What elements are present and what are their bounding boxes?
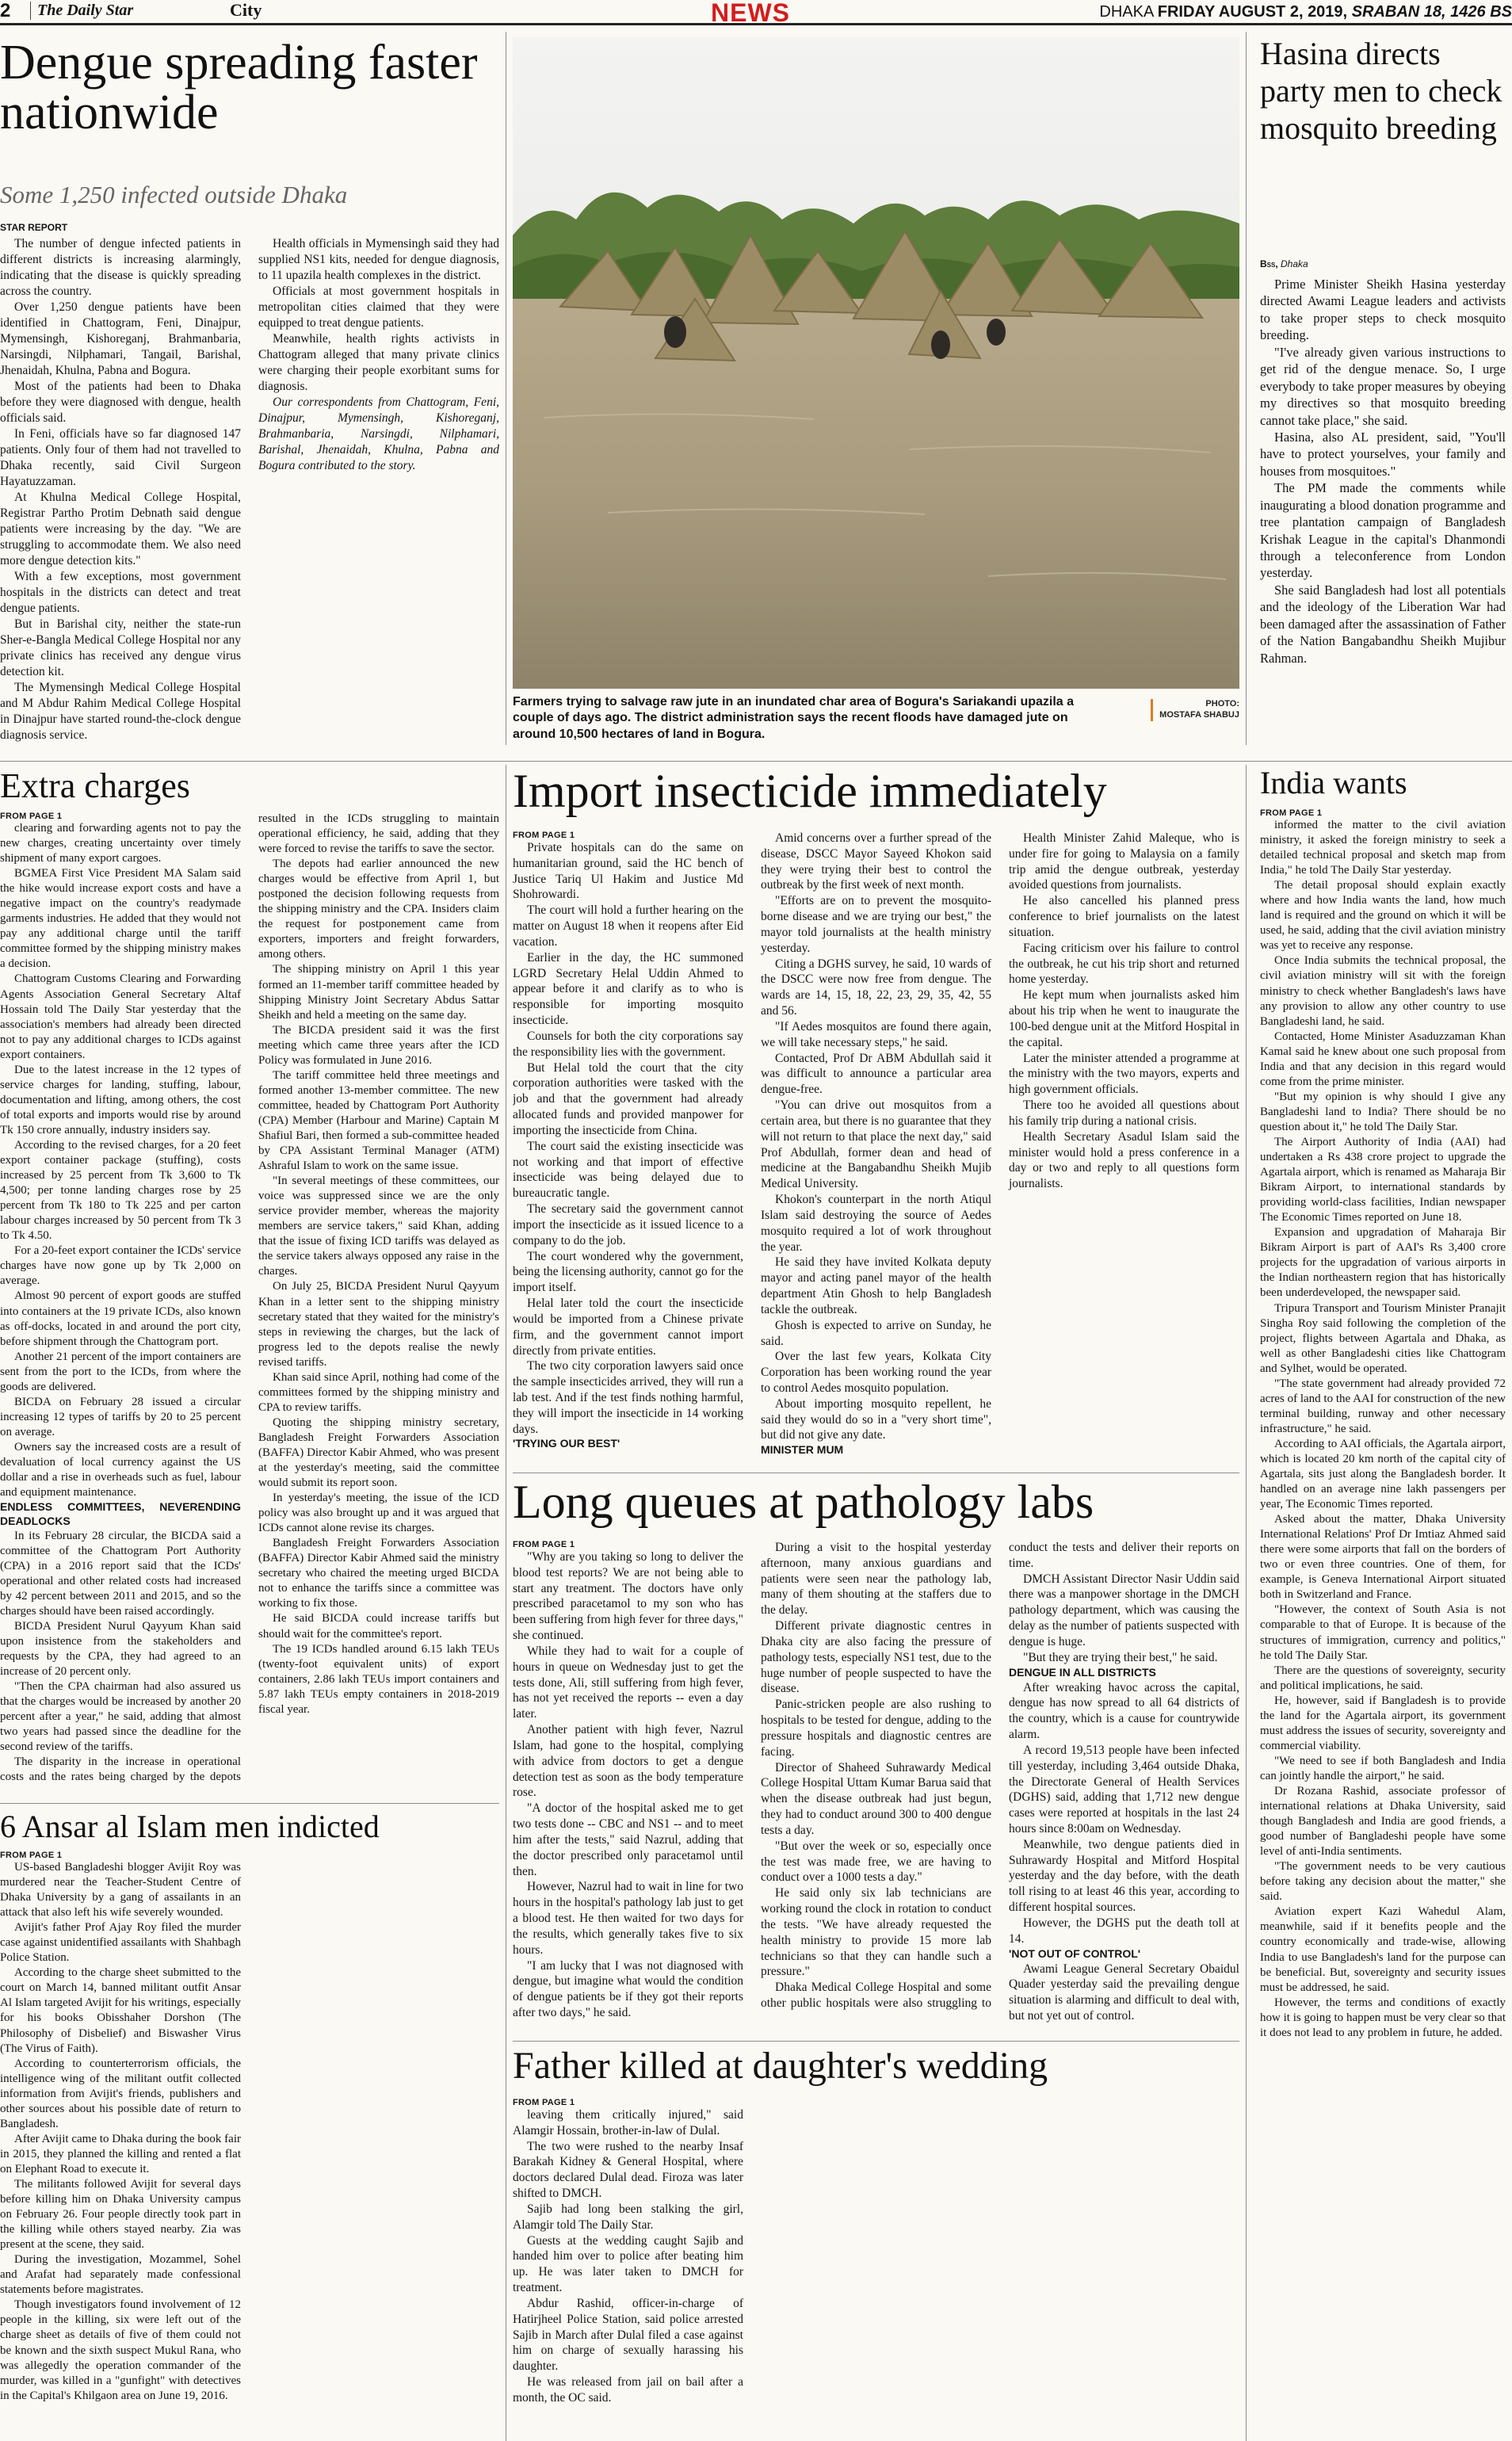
story-paragraph: "Efforts are on to prevent the mosquito-borne disease and we are trying our best," the mayor told journalists at the health ministry yesterday. <box>761 894 991 955</box>
story-paragraph: Guests at the wedding caught Sajib and handed him over to police after beating him up. He was later taken to DMCH for treatment. <box>513 2233 743 2295</box>
story-paragraph: Expansion and upgradation of Maharaja Bir Bikram Airport is part of AAI's Rs 3,400 crore projects for the upgradation of various airports in the Indian northeastern region that has historically been underdeveloped, the newspaper said. <box>1260 1226 1506 1300</box>
story-paragraph: According to counterterrorism officials, the intelligence wing of the militant outfit collected information from Avijit's friends, publishers and other sources about his possible date of return to Bangladesh. <box>0 2057 241 2130</box>
story-paragraph: leaving them critically injured," said Alamgir Hossain, brother-in-law of Dulal. <box>513 2108 743 2137</box>
ansar-body <box>0 1851 499 2441</box>
story-paragraph: Officials at most government hospitals in metropolitan cities claimed that they were equipped to treat dengue patients. <box>258 284 499 330</box>
story-paragraph: informed the matter to the civil aviation ministry, it asked the foreign ministry to seek a detailed technical proposal and sketch map from India," he told The Daily Star yesterday. <box>1260 819 1506 877</box>
story-paragraph: Over 1,250 dengue patients have been identified in Chattogram, Feni, Dinajpur, Mymensingh, Kishoreganj, Brahmanbaria, Narsingdi, Nilphamari, Tangail, Barishal, Jhenaidah, Khulna, Pabna and Bogura. <box>0 300 241 377</box>
extra-charges-story <box>0 766 499 1795</box>
import-insecticide-story <box>513 767 1239 1465</box>
import-headline: Import insecticide immediately <box>513 765 1107 817</box>
story-paragraph: However, Nazrul had to wait in line for two hours in the hospital's pathology lab just to get a blood test. He then waited for two days for the results, which generally takes five to six hours. <box>513 1880 743 1957</box>
section-rule <box>513 2041 1239 2042</box>
story-paragraph: "The state government had already provided 72 acres of land to the AAI for construction of the new terminal building, runway and other necessary infrastructure," he said. <box>1260 1377 1506 1435</box>
story-paragraph: "The government needs to be very cautious before taking any decision about the matter," she said. <box>1260 1860 1506 1904</box>
story-paragraph: Tripura Transport and Tourism Minister Pranajit Singha Roy said following the completion of the project, flights between Agartala and Dhaka, as well as other Bangladeshi cities like Chattogram and Sylhet, would be operated. <box>1260 1301 1506 1375</box>
story-paragraph: Prime Minister Sheikh Hasina yesterday directed Awami League leaders and activists to take proper steps to check mosquito breeding. <box>1260 277 1506 343</box>
section-label: City <box>230 0 262 20</box>
story-paragraph: But Helal told the court that the city corporation authorities were tasked with the job and that the government had already allocated funds and provided manpower for importing the insecticide from China. <box>513 1060 743 1137</box>
story-subhead: 'TRYING OUR BEST' <box>513 1437 620 1450</box>
story-paragraph: The shipping ministry on April 1 this year formed an 11-member tariff committee headed by Shipping Ministry Joint Secretary Abdus Sattar Sheikh and held a meeting on the same day. <box>258 963 499 1022</box>
story-paragraph: Chattogram Customs Clearing and Forwarding Agents Association General Secretary Altaf Hossain told The Daily Star yesterday that the association's members had already been directed not to pay any additional charges to ICDs against export containers. <box>0 972 241 1061</box>
story-paragraph: "In several meetings of these committees, our voice was suppressed since we are the only service provider member, whereas the majority members are service takers," said Khan, adding that the issue of fixing ICD tariffs was delayed as the service takers always opposed any raise in the charges. <box>258 1175 499 1278</box>
story-paragraph: About importing mosquito repellent, he said they would do so in a "very short time", but did not give any date. <box>761 1396 991 1442</box>
story-paragraph: He said BICDA could increase tariffs but should wait for the committee's report. <box>258 1612 499 1641</box>
story-paragraph: After Avijit came to Dhaka during the book fair in 2015, they planned the killing and rented a flat on Elephant Road to execute it. <box>0 2132 241 2176</box>
import-from-page: FROM PAGE 1 <box>513 831 575 840</box>
india-headline: India wants <box>1260 765 1407 800</box>
father-body <box>513 2098 1239 2439</box>
story-paragraph: During a visit to the hospital yesterday afternoon, many anxious guardians and patients were seen near the pathology lab, many of them shouting at the staffers due to the delay. <box>761 1541 991 1618</box>
story-subhead: MINISTER MUM <box>761 1443 844 1457</box>
father-headline: Father killed at daughter's wedding <box>513 2045 1048 2087</box>
story-paragraph: "We need to see if both Bangladesh and India can jointly handle the airport," he said. <box>1260 1754 1506 1782</box>
story-paragraph: The Mymensingh Medical College Hospital and M Abdur Rahim Medical College Hospital in Dinajpur have started round-the-clock dengue diagnosis service. <box>0 680 241 742</box>
story-paragraph: Earlier in the day, the HC summoned LGRD Secretary Helal Uddin Ahmed to appear before it and clarify as to who is responsible for importing mosquito insecticide. <box>513 950 743 1028</box>
story-paragraph: Facing criticism over his failure to control the outbreak, he cut his trip short and returned home yesterday. <box>1009 941 1239 987</box>
dateline: DHAKA FRIDAY AUGUST 2, 2019, SRABAN 18, 1426 BS <box>1099 3 1512 21</box>
story-subhead: 'NOT OUT OF CONTROL' <box>1009 1946 1141 1960</box>
story-paragraph: The BICDA president said it was the first meeting which came three years after the ICD Policy was formulated in June 2016. <box>258 1023 499 1067</box>
story-paragraph: The tariff committee held three meetings and formed another 13-member committee. The new committee, headed by Chattogram Port Authority (CPA) Member (Harbour and Marine) Captain M Shafiul Bari, then formed a sub-committee headed by CPA Assistant Terminal Manager (ATM) Ashraful Islam to work on the same issue. <box>258 1068 499 1173</box>
extra-from-page: FROM PAGE 1 <box>0 812 63 821</box>
masthead <box>0 0 1512 25</box>
queues-headline: Long queues at pathology labs <box>513 1476 1094 1528</box>
column-rule <box>1246 32 1247 745</box>
story-paragraph: But in Barishal city, neither the state-run Sher-e-Bangla Medical College Hospital nor any private clinics has received any dengue virus detection kit. <box>0 617 241 678</box>
story-paragraph: "You can drive out mosquitos from a certain area, but there is no guarantee that they will not return to that place the next day," said Prof Abdullah, former dean and head of medicine at the Bangabandhu Sheikh Mujib Medical University. <box>761 1098 991 1191</box>
story-paragraph: Aviation expert Kazi Wahedul Alam, meanwhile, said if it benefits people and the country economically and trade-wise, allowing India to use Bangladesh's land for the purpose can be beneficial. But, sovereignty and security issues must be addressed, he said. <box>1260 1905 1506 1994</box>
story-paragraph: "But over the week or so, especially once the test was made free, we are having to conduct over a 1000 tests a day." <box>761 1839 991 1885</box>
story-paragraph: Panic-stricken people are also rushing to hospitals to be tested for dengue, adding to the pressure hospitals and diagnostic centres are facing. <box>761 1698 991 1759</box>
story-paragraph: BICDA on February 28 issued a circular increasing 12 types of tariffs by 20 to 25 percent on average. <box>0 1395 241 1438</box>
story-paragraph: He, however, said if Bangladesh is to provide the land for the Agartala airport, its government must address the issues of security, sovereignty and commercial viability. <box>1260 1694 1506 1752</box>
story-paragraph: Almost 90 percent of export goods are stuffed into containers at the 19 private ICDs, also known as off-docks, located in and around the port city, before shipment through the Chattogram port. <box>0 1289 241 1348</box>
story-paragraph: Meanwhile, health rights activists in Chattogram alleged that many private clinics were charging their people exorbitant sums for diagnosis. <box>258 331 499 393</box>
story-paragraph: Avijit's father Prof Ajay Roy filed the murder case against unidentified assailants with Shahbagh Police Station. <box>0 1921 241 1965</box>
india-wants-story <box>1252 767 1512 2441</box>
india-body <box>1260 808 1506 2439</box>
story-paragraph: Meanwhile, two dengue patients died in Suhrawardy Hospital and Mitford Hospital yesterday and the day before, with the death toll rising to at least 46 this year, according to different hospital sources. <box>1009 1837 1239 1915</box>
story-paragraph: According to the revised charges, for a 20 feet export container package (stuffing), costs increased by 25 percent from Tk 3,600 to Tk 4,500; per tonne landing charges rose by 25 percent from Tk 180 to Tk 225 and per carton labour charges increased by 50 percent from Tk 3 to Tk 4.50. <box>0 1138 241 1243</box>
story-paragraph: He kept mum when journalists asked him about his trip when he went to inaugurate the 100-bed dengue unit at the Mitford Hospital in the capital. <box>1009 988 1239 1049</box>
dengue-body <box>0 236 499 745</box>
story-paragraph: "Then the CPA chairman had also assured us that the charges would be increased by another 20 percent after a year," he said, adding that almost two years had passed since the deadline for the second review of the tariffs. <box>0 1680 241 1754</box>
story-paragraph: "However, the context of South Asia is not comparable to that of Europe. It is because of the structures of immigration, currency and politics," he told The Daily Star. <box>1260 1603 1506 1662</box>
story-paragraph: Bangladesh Freight Forwarders Association (BAFFA) Director Kabir Ahmed said the ministry secretary who chaired the meeting urged BICDA not to enhance the tariffs since a committee was working to fix those. <box>258 1537 499 1610</box>
flood-jute-photo <box>513 37 1239 689</box>
story-paragraph: Another 21 percent of the import containers are sent from the port to the ICDs, from where the goods are delivered. <box>0 1350 241 1393</box>
story-paragraph: Most of the patients had been to Dhaka before they were diagnosed with dengue, health officials said. <box>0 379 241 425</box>
story-paragraph: The court wondered why the government, being the licensing authority, cannot go for the import itself. <box>513 1249 743 1295</box>
story-paragraph: BGMEA First Vice President MA Salam said the hike would increase export costs and have a negative impact on the country's readymade garments industries. He added that they would not pay any additional charge until the tariff committee formed by the shipping ministry makes a decision. <box>0 867 241 971</box>
story-paragraph: DMCH Assistant Director Nasir Uddin said there was a manpower shortage in the DMCH pathology department, which was causing the delay as the number of patients suspected with dengue is huge. <box>1009 1572 1239 1648</box>
story-paragraph: Another patient with high fever, Nazrul Islam, had gone to the hospital, complying with advice from doctors to get a dengue detection test as soon as the body temperature rose. <box>513 1723 743 1800</box>
story-paragraph: Sajib had long been stalking the girl, Alamgir told The Daily Star. <box>513 2202 743 2232</box>
story-paragraph: Citing a DGHS survey, he said, 10 wards of the DSCC were now free from dengue. The wards are 14, 15, 18, 22, 23, 29, 35, 42, 55 and 56. <box>761 957 991 1018</box>
story-paragraph: The secretary said the government cannot import the insecticide as it issued licence to a company to do the job. <box>513 1202 743 1247</box>
story-paragraph: The Airport Authority of India (AAI) had undertaken a Rs 438 crore project to upgrade the Agartala airport, which is renamed as Maharaja Bir Bikram Airport, to international standards by providing world-class facilities, Indian newspaper The Economic Times reported on June 18. <box>1260 1135 1506 1224</box>
story-paragraph: A record 19,513 people have been infected till yesterday, including 3,464 outside Dhaka, the Directorate General of Health Services (DGHS) said, adding that 1,712 new dengue cases were reported at hospitals in the last 24 hours since 8:00am on Wednesday. <box>1009 1743 1239 1836</box>
story-paragraph: The 19 ICDs handled around 6.15 lakh TEUs (twenty-foot equivalent units) of export containers, 2.86 lakh TEUs import containers and 5.87 lakh TEUs empty containers in 2018-2019 fiscal year. <box>258 1642 499 1716</box>
story-paragraph: Health Minister Zahid Maleque, who is under fire for going to Malaysia on a family trip amid the dengue outbreak, yesterday avoided questions from journalists. <box>1009 831 1239 892</box>
story-paragraph: US-based Bangladeshi blogger Avijit Roy was murdered near the Teacher-Student Centre of Dhaka University by a gang of assailants in an attack that also left his wife severely wounded. <box>0 1861 241 1920</box>
story-paragraph: Though investigators found involvement of 12 people in the killing, six were left out of the charge sheet as details of five of them could not be known and the sixth suspect Mukul Rana, who was allegedly the operation commander of the murder, was killed in a "gunfight" with detectives in the Capital's Khilgaon area on June 19, 2016. <box>0 2298 241 2402</box>
story-paragraph: He also cancelled his planned press conference to brief journalists on the latest situation. <box>1009 894 1239 939</box>
story-subhead: DENGUE IN ALL DISTRICTS <box>1009 1665 1156 1679</box>
story-paragraph: While they had to wait for a couple of hours in queue on Wednesday just to get the tests done, Ali, still suffering from high fever, has not yet received the reports -- even a day later. <box>513 1644 743 1721</box>
story-paragraph: The depots had earlier announced the new charges would be effective from April 1, but postponed the decision following requests from the shipping ministry and the CPA. Insiders claim the request for postponement came from exporters, importers and freight forwarders, among others. <box>258 858 499 961</box>
story-paragraph: "I am lucky that I was not diagnosed with dengue, but imagine what would the condition of dengue patients be if they got their reports after two days," he said. <box>513 1958 743 2020</box>
story-paragraph: Ghosh is expected to arrive on Sunday, he said. <box>761 1318 991 1348</box>
india-from-page: FROM PAGE 1 <box>1260 808 1323 818</box>
ansar-story <box>0 1811 499 2441</box>
story-paragraph: On July 25, BICDA President Nurul Qayyum Khan in a letter sent to the shipping ministry secretary stated that they waited for the ministry's steps in reviewing the charges, but the lack of progress led to the depots realise the newly revised tariffs. <box>258 1280 499 1369</box>
story-paragraph: The two were rushed to the nearby Insaf Barakah Kidney & General Hospital, where doctors declared Dulal dead. Firoza was later shifted to DMCH. <box>513 2139 743 2201</box>
story-paragraph: Khokon's counterpart in the north Atiqul Islam said destroying the source of Aedes mosquito required a lot of work throughout the year. <box>761 1193 991 1254</box>
story-paragraph: In Feni, officials have so far diagnosed 147 patients. Only four of them had not travelled to Dhaka recently, said Civil Surgeon Hayatuzzaman. <box>0 426 241 488</box>
story-paragraph: According to the charge sheet submitted to the court on March 14, banned militant outfit Ansar Al Islam targeted Avijit for his writings, especially for his books Obisshaher Dorshon (The Philosophy of Disbelief) and Biswasher Virus (The Virus of Faith). <box>0 1966 241 2055</box>
photo-caption: Farmers trying to salvage raw jute in an inundated char area of Bogura's Sariakandi upazila a couple of days ago. The district administration says the recent floods have damaged jute on around 10,500 hectares of land in Bogura. PHOTO: MOSTAFA SHABUJ <box>513 695 1239 741</box>
story-paragraph: Private hospitals can do the same on humanitarian ground, said the HC bench of Justice Tariq Ul Hakim and Justice Md Shohrowardi. <box>513 841 743 902</box>
story-paragraph: During the investigation, Mozammel, Sohel and Arafat had separately made confessional statements before magistrates. <box>0 2253 241 2297</box>
hasina-headline: Hasina directs party men to check mosquito breeding <box>1260 36 1502 147</box>
ansar-headline: 6 Ansar al Islam men indicted <box>0 1809 380 1844</box>
hasina-body <box>1260 276 1506 743</box>
story-paragraph: The militants followed Avijit for several days before killing him on Dhaka University campus on February 26. Four people directly took part in the killing while others stayed nearby. Zia was present at the scene, they said. <box>0 2177 241 2252</box>
section-rule <box>0 1803 499 1804</box>
story-subhead: ENDLESS COMMITTEES, NEVERENDING DEADLOCKS <box>0 1500 241 1527</box>
story-paragraph: Dr Rozana Rashid, associate professor of international relations at Dhaka University, said though Bangladesh and India are good friends, a good number of Bangladeshi people have some level of anti-India sentiments. <box>1260 1785 1506 1858</box>
story-paragraph: "If Aedes mosquitos are found there again, we will take necessary steps," he said. <box>761 1019 991 1049</box>
story-paragraph: "But they are trying their best," he said. <box>1023 1650 1218 1664</box>
story-paragraph: He said they have invited Kolkata deputy mayor and acting panel mayor of the health department Atin Ghosh to help Bangladesh tackle the outbreak. <box>761 1255 991 1316</box>
hasina-story <box>1252 35 1512 740</box>
story-paragraph: Awami League General Secretary Obaidul Quader yesterday said the prevailing dengue situation is alarming and difficult to deal with, but not yet out of control. <box>1009 1962 1239 2023</box>
page-number: 2 <box>0 0 11 21</box>
story-paragraph: Different private diagnostic centres in Dhaka city are also facing the pressure of pathology tests, especially NS1 test, due to the huge number of people suspected to have the disease. <box>761 1619 991 1696</box>
page-label: NEWS <box>711 0 790 27</box>
story-paragraph: clearing and forwarding agents not to pay the new charges, creating uncertainty over timely shipment of many export cargoes. <box>0 822 241 865</box>
story-paragraph: After wreaking havoc across the capital, dengue has now spread to all 64 districts of the country, which is a cause for countrywide alarm. <box>1009 1680 1239 1742</box>
story-paragraph: He was released from jail on bail after a month, the OC said. <box>513 2375 743 2405</box>
story-paragraph: In its February 28 circular, the BICDA said a committee of the Chattogram Port Authority (CPA) in a 2016 report said that the ICDs' operational and other related costs had increased by 42 percent between 2011 and 2015, and so the charges should have been raised accordingly. <box>0 1529 241 1618</box>
story-paragraph: He said only six lab technicians are working round the clock in rotation to conduct the tests. "We have already requested the health ministry to provide 15 more lab technicians so that they can handle such a pressure." <box>761 1886 991 1979</box>
story-paragraph: Contacted, Home Minister Asaduzzaman Khan Kamal said he knew about one such proposal from India and that any decision in this regard would come from the prime minister. <box>1260 1029 1506 1088</box>
story-paragraph: Contacted, Prof Dr ABM Abdullah said it was difficult to announce a particular area dengue-free. <box>761 1051 991 1097</box>
story-paragraph: In yesterday's meeting, the issue of the ICD policy was also brought up and it was argued that ICDs cannot alone revise its charges. <box>258 1492 499 1535</box>
story-paragraph: The two city corporation lawyers said once the sample insecticides arrived, they will run a lab test. And if the test finds nothing harmful, they will import the insecticide in 14 working days. <box>513 1359 743 1436</box>
story-paragraph: The PM made the comments while inaugurating a blood donation programme and tree plantation campaign of Bangladesh Krishak League in the capital's Dhanmondi through a teleconference from London yesterday. <box>1260 480 1506 581</box>
story-paragraph: Due to the latest increase in the 12 types of service charges for landing, stuffing, labour, documentation and lifting, among others, the cost of total exports and imports would rise by around Tk 150 crore annually, industry insiders say. <box>0 1063 241 1136</box>
column-rule <box>1246 765 1247 2441</box>
import-body <box>513 831 1239 1461</box>
paper-logo: The Daily Star <box>30 2 133 20</box>
story-paragraph: There too he avoided all questions about his family trip during a national crisis. <box>1009 1098 1239 1128</box>
story-paragraph: Once India submits the technical proposal, the civil aviation ministry will sit with the foreign ministry to check whether Bangladesh's laws have any provision to allow any other country to use Bangladeshi land, he said. <box>1260 954 1506 1028</box>
story-paragraph: Khan said since April, nothing had come of the committees formed by the shipping ministry and CPA to review tariffs. <box>258 1370 499 1414</box>
story-paragraph: "But my opinion is why should I give any Bangladeshi land to India? There should be no question about it," he told The Daily Star. <box>1260 1090 1506 1133</box>
story-paragraph: Quoting the shipping ministry secretary, Bangladesh Freight Forwarders Association (BAFFA) Director Kabir Ahmed, who was present at the yesterday's meeting, said the committee would submit its report soon. <box>258 1415 499 1490</box>
story-paragraph: Health officials in Mymensingh said they had supplied NS1 kits, needed for dengue diagnosis, to 11 upazila health complexes in the district. <box>258 237 499 282</box>
story-paragraph: The number of dengue infected patients in different districts is increasing alarmingly, indicating that the disease is quickly spreading across the country. <box>0 237 241 298</box>
story-paragraph: The detail proposal should explain exactly where and how India wants the land, how much land is required and the ground on which it will be used, he said, adding that the civil aviation ministry was yet to receive any response. <box>1260 879 1506 953</box>
story-paragraph: "I've already given various instructions to get rid of the dengue menace. So, I urge everybody to take proper measures by obeying my directives so that mosquito breeding cannot take place," she said. <box>1260 344 1506 428</box>
ansar-from-page: FROM PAGE 1 <box>0 1851 63 1860</box>
story-paragraph: BICDA President Nurul Qayyum Khan said upon insistence from the stakeholders and requests by the CPA, they had agreed to an increase of 20 percent only. <box>0 1619 241 1679</box>
story-paragraph: Owners say the increased costs are a result of devaluation of local currency against the US dollar and a rise in overheads such as fuel, labour and equipment maintenance. <box>0 1440 241 1499</box>
story-paragraph: Asked about the matter, Dhaka University International Relations' Prof Dr Imtiaz Ahmed said there were some airports that fall on the borders of two or even three countries. One of them, for example, is Geneva International Airport situated both in Switzerland and France. <box>1260 1513 1506 1602</box>
story-paragraph: Director of Shaheed Suhrawardy Medical College Hospital Uttam Kumar Barua said that when the disease outbreak had just begun, they had to conduct around 300 to 400 dengue tests a day. <box>761 1760 991 1837</box>
story-paragraph: "A doctor of the hospital asked me to get two tests done -- CBC and NS1 -- and to meet him after the tests," said Nazrul, adding that the doctor prescribed only paracetamol until then. <box>513 1801 743 1878</box>
extra-body <box>0 812 499 1794</box>
story-paragraph: However, the terms and conditions of exactly how it is going to happen must be very clear so that it does not lead to any problem in future, he added. <box>1260 1996 1506 2039</box>
father-from-page: FROM PAGE 1 <box>513 2098 575 2107</box>
dengue-subhead: Some 1,250 infected outside Dhaka <box>0 181 348 208</box>
story-paragraph: Amid concerns over a further spread of the disease, DSCC Mayor Sayeed Khokon said they were trying their best to control the outbreak by the first week of next month. <box>761 831 991 892</box>
father-killed-story <box>513 2047 1239 2441</box>
story-paragraph: With a few exceptions, most government hospitals in the districts can detect and treat dengue patients. <box>0 569 241 615</box>
section-rule <box>0 761 1512 762</box>
dengue-credit: Our correspondents from Chattogram, Feni, Dinajpur, Mymensingh, Kishoreganj, Brahmanbaria, Narsingdi, Nilphamari, Barishal, Jhenaidah, Khulna, Pabna and Bogura contributed to the story. <box>258 395 499 472</box>
story-paragraph: The court said the existing insecticide was not working and that import of effective insecticide was being delayed due to bureaucratic tangle. <box>513 1139 743 1201</box>
story-paragraph: There are the questions of sovereignty, security and political implications, he said. <box>1260 1664 1506 1692</box>
dengue-headline: Dengue spreading faster nationwide <box>0 36 478 140</box>
story-paragraph: The disparity in the increase in operational costs and the rates being charged by the depots resulted in the ICDs struggling to maintain operational efficiency, he said, adding that they were forced to revise the tariffs to save the sector. <box>0 812 499 1784</box>
story-paragraph: For a 20-feet export container the ICDs' service charges have now gone up by Tk 2,000 on average. <box>0 1244 241 1288</box>
extra-headline: Extra charges <box>0 766 190 805</box>
story-paragraph: The court will hold a further hearing on the matter on August 18 when it reopens after Eid vacation. <box>513 903 743 949</box>
story-paragraph: Later the minister attended a programme at the ministry with the two mayors, experts and high government officials. <box>1009 1051 1239 1097</box>
story-paragraph: Counsels for both the city corporations say the responsibility lies with the government. <box>513 1029 743 1059</box>
story-paragraph: "Why are you taking so long to deliver the blood test reports? We are not being able to start any treatment. The doctors have only prescribed paracetamol to my son who has been suffering from high fever for three days," she continued. <box>513 1550 743 1643</box>
long-queues-story <box>513 1478 1239 2033</box>
story-paragraph: Abdur Rashid, officer-in-charge of Hatirjheel Police Station, said police arrested Sajib in March after Dulal filed a case against him on charge of sexually harassing his daughter. <box>513 2296 743 2374</box>
queues-body <box>513 1540 1239 2031</box>
story-paragraph: Helal later told the court the insecticide would be imported from a Chinese private firm, and the government cannot import directly from private entities. <box>513 1297 743 1358</box>
story-paragraph: According to AAI officials, the Agartala airport, which is located 20 km north of the capital city of Agartala, sits just along the Bangladesh border. It handled on an average nine lakh passengers per year, The Economic Times reported. <box>1260 1437 1506 1511</box>
story-paragraph: Health Secretary Asadul Islam said the minister would hold a press conference in a day or two and reply to all questions form journalists. <box>1009 1129 1239 1191</box>
photo-credit: PHOTO: MOSTAFA SHABUJ <box>1151 699 1239 721</box>
queues-from-page: FROM PAGE 1 <box>513 1540 575 1549</box>
dengue-byline: STAR REPORT <box>0 222 68 233</box>
story-paragraph: Over the last few years, Kolkata City Corporation has been working round the year to control Aedes mosquito population. <box>761 1350 991 1395</box>
story-paragraph: However, the DGHS put the death toll at 14. <box>1009 1916 1239 1946</box>
hasina-byline: Bss, Dhaka <box>1260 258 1308 269</box>
story-paragraph: She said Bangladesh had lost all potentials and the ideology of the Liberation War had been damaged after the assassination of Father of the Nation Bangabandhu Sheikh Mujibur Rahman. <box>1260 582 1506 666</box>
dengue-story <box>0 38 499 743</box>
story-paragraph: Dhaka Medical College Hospital and some other public hospitals were also struggling to conduct the tests and deliver their reports on time. <box>761 1541 1239 2011</box>
story-paragraph: Hasina, also AL president, said, "You'll have to protect yourselves, your family and houses from mosquitoes." <box>1260 429 1506 479</box>
story-paragraph: At Khulna Medical College Hospital, Registrar Partho Protim Debnath said dengue patients were increasing by the day. "We are struggling to accommodate them. We also need more dengue detection kits." <box>0 490 241 567</box>
